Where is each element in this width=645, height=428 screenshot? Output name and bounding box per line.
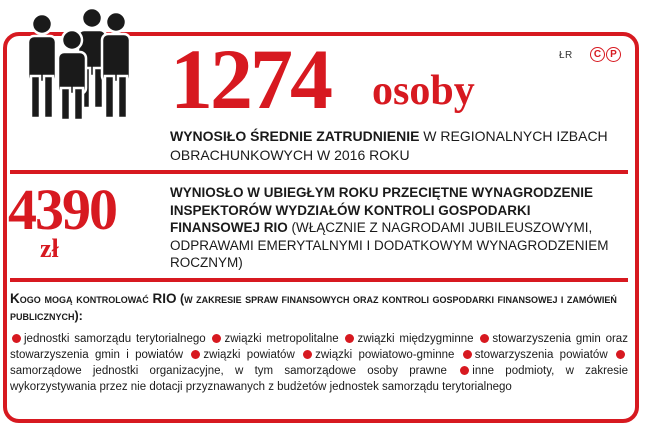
copyright-p-icon: P [606, 47, 621, 62]
divider-top [10, 170, 628, 174]
red-dot-bullet-icon [616, 350, 625, 359]
red-dot-bullet-icon [12, 334, 21, 343]
list-item: inne podmioty, w zakresie wykorzystywania przez nie dotacji przyznawanych z budżetów jednostek samorządu terytorialnego [10, 365, 628, 393]
red-dot-bullet-icon [303, 350, 312, 359]
stat2-desc-bold: WYNIOSŁO W UBIEGŁYM ROKU PRZECIĘTNE WYNAGRODZENIE INSPEKTORÓW WYDZIAŁÓW KONTROLI GOSPODARKI FINANSOWEJ RIO [170, 185, 594, 235]
red-dot-bullet-icon [480, 334, 489, 343]
divider-bottom [10, 278, 628, 282]
stat1-description [170, 127, 610, 165]
red-dot-bullet-icon [463, 350, 472, 359]
list-item: związki międzygminne [357, 333, 474, 345]
stat1-unit: osoby [372, 68, 475, 114]
stat2-number: 4390 [8, 177, 116, 242]
people-group-icon [22, 4, 142, 122]
stat2-unit: zł [40, 234, 59, 263]
list-item: związki metropolitalne [224, 333, 339, 345]
list-item: związki powiatów [203, 349, 295, 361]
list-item: stowarzyszenia powiatów [474, 349, 608, 361]
stat1-desc-bold: WYNOSIŁO ŚREDNIE ZATRUDNIENIE [170, 128, 420, 144]
stat2-description [170, 184, 615, 272]
list-heading-rest: (w zakresie spraw finansowych oraz kontroli gospodarki finansowej i zamówień publicznych): [10, 292, 617, 323]
copyright-marks [590, 44, 622, 62]
list-item: samorządowe jednostki organizacyjne, w tym samorządowe osoby prawne [10, 365, 447, 377]
list-heading-lead: Kogo mogą kontrolować RIO [10, 291, 177, 306]
red-dot-bullet-icon [460, 366, 469, 375]
red-dot-bullet-icon [191, 350, 200, 359]
author-credit: ŁR [559, 50, 573, 61]
copyright-c-icon: C [590, 47, 605, 62]
red-dot-bullet-icon [212, 334, 221, 343]
stat1-number: 1274 [170, 31, 330, 127]
stat1-desc-rest: W REGIONALNYCH IZBACH OBRACHUNKOWYCH W 2016 ROKU [170, 128, 608, 163]
list-item: związki powiatowo-gminne [315, 349, 455, 361]
entity-list [10, 331, 628, 395]
list-item: stowarzyszenia gmin oraz stowarzyszenia gmin i powiatów [10, 333, 628, 361]
list-heading [10, 290, 625, 325]
stat2-desc-rest: (WŁĄCZNIE Z NAGRODAMI JUBILEUSZOWYMI, ODPRAWAMI EMERYTALNYMI I DODATKOWYM WYNAGRODZENIEM ROCZNYM) [170, 220, 609, 270]
list-item: jednostki samorządu terytorialnego [24, 333, 206, 345]
red-dot-bullet-icon [345, 334, 354, 343]
